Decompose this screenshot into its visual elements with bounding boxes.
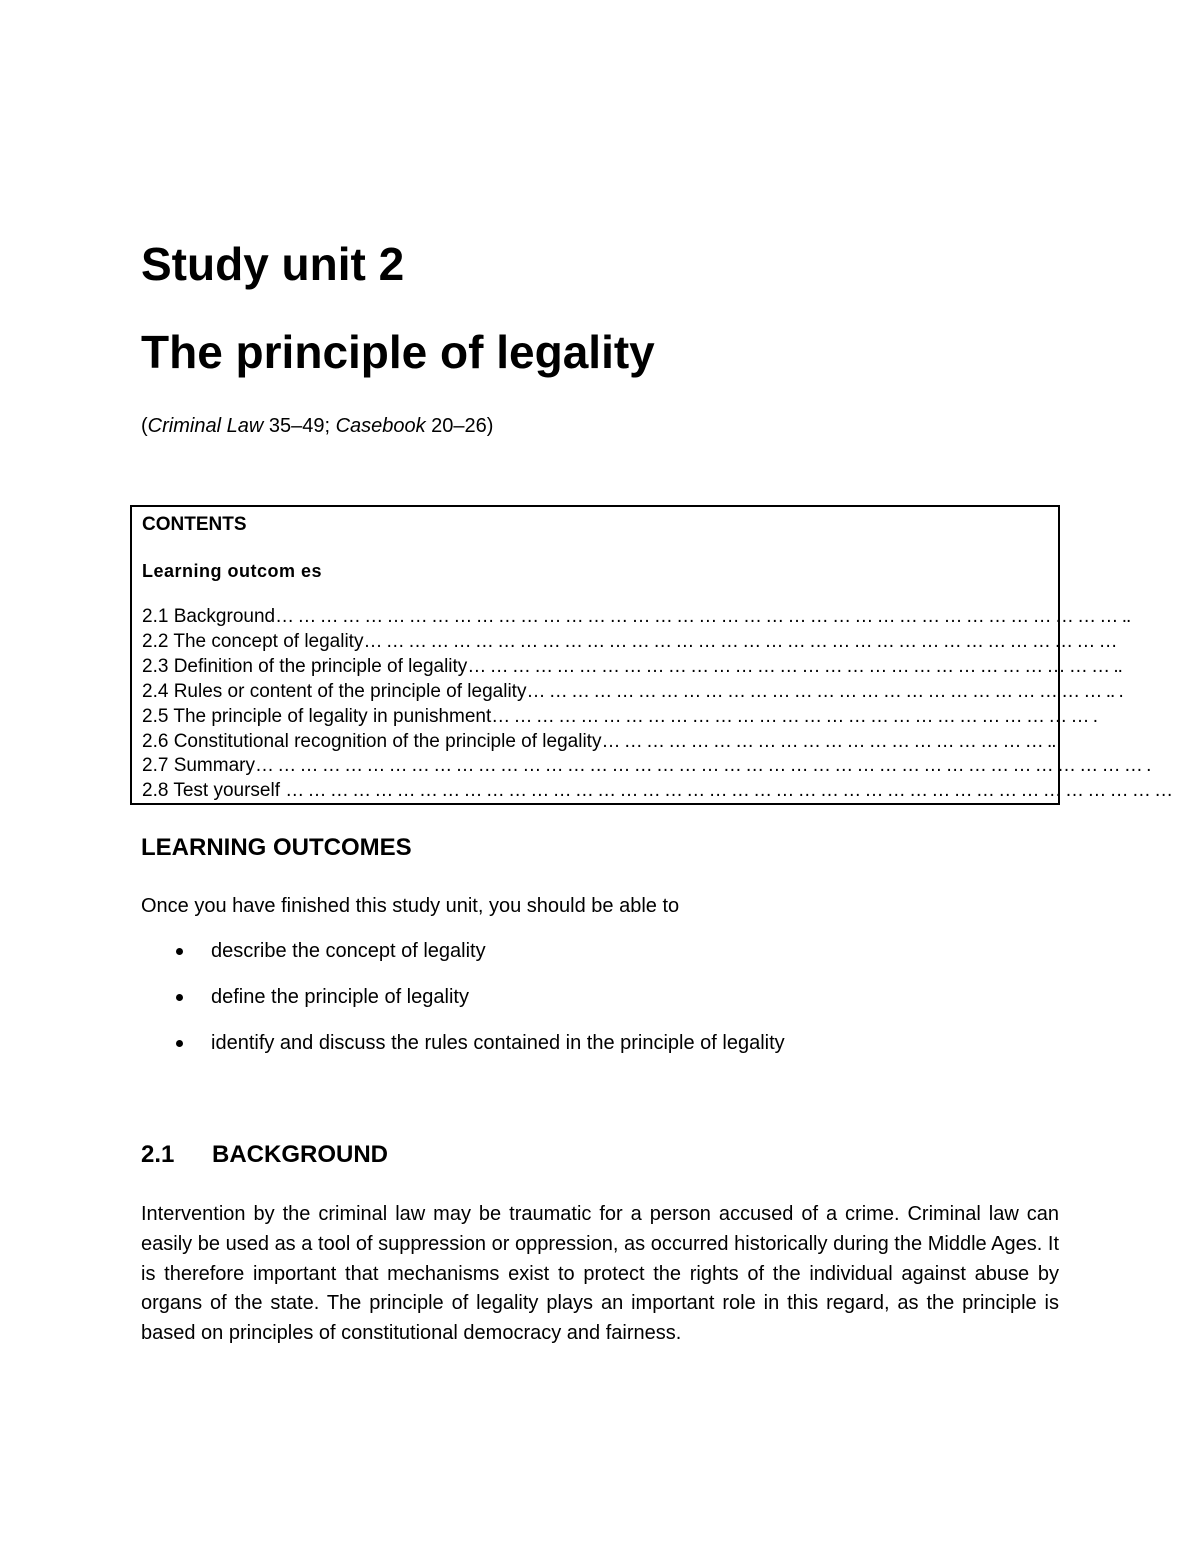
toc-item-leader: … … … … … … … … … … … … … … … … … … … … … … … … … … … … … .. [467,655,1122,677]
toc-item-leader: … … … … … … … … … … … … … … … … … … … … … … … … … … … … … … … … … … … … … … … … [285,780,1173,802]
list-item [141,1029,785,1075]
bullet-icon [176,948,183,955]
toc-item[interactable] [142,605,1131,630]
bullet-icon [176,1040,183,1047]
learning-outcomes-list [141,937,785,1075]
contents-heading: CONTENTS [142,514,247,535]
list-item [141,983,785,1029]
background-heading [141,1139,388,1171]
toc-item-leader: … … … … … … … … … … … … … … … … … … … … … … … … … … … … … … … … … … [363,630,1117,652]
refs-open: ( [141,415,148,437]
toc-item-leader: … … … … … … … … … … … … … … … … … … … … … … … … … … … … … … … … … … … … … … … … . [254,755,1151,777]
bullet-icon [176,994,183,1001]
learning-outcomes-intro: Once you have finished this study unit, you should be able to [141,895,680,917]
refs-pages-1: 35–49; [263,415,336,437]
contents-learning-outcomes-link[interactable]: Learning outcom es [142,561,323,581]
toc-item[interactable] [142,680,1123,705]
toc-item[interactable] [142,630,1117,655]
list-item-text: identify and discuss the rules contained in the principle of legality [211,1032,785,1054]
toc-item-label: 2.1 Background [142,606,276,627]
toc-item-label: 2.5 The principle of legality in punishment [142,705,492,727]
background-paragraph: Intervention by the criminal law may be traumatic for a person accused of a crime. Criminal law can easily be used as a tool of suppression or oppression, as occurred historically during the Middle Ages. It is therefore important that mechanisms exist to protect the rights of the individual against abuse by organs of the state. The principle of legality plays an important role in this regard, as the principle is based on principles of constitutional democracy and fairness. [141,1203,1059,1345]
toc-item[interactable] [142,754,1151,779]
toc-item-label: 2.6 Constitutional recognition of the principle of legality [142,730,602,752]
section-title: BACKGROUND [212,1141,388,1168]
toc-item-label: 2.7 Summary [142,755,255,777]
toc-item-label: 2.3 Definition of the principle of legality [142,655,468,677]
toc-item-leader: … … … … … … … … … … … … … … … … … … … … … … … … … … .. . [526,680,1123,702]
toc-item[interactable] [142,730,1056,755]
refs-pages-2: 20–26) [425,415,494,437]
study-unit-title: Study unit 2 [141,238,405,290]
toc-item-leader: … … … … … … … … … … … … … … … … … … … … … … … … … … … … … … … … … … … … … … .. [275,606,1131,627]
toc-item-leader: … … … … … … … … … … … … … … … … … … … … .. [601,730,1056,752]
toc-item[interactable] [142,655,1122,680]
list-item-text: describe the concept of legality [211,940,486,962]
toc-item[interactable] [142,705,1098,730]
toc-item-label: 2.8 Test yourself [142,780,286,802]
refs-book-casebook: Casebook [335,415,426,437]
toc-list [142,605,1173,804]
refs-book-criminal-law: Criminal Law [147,415,264,437]
toc-item-label: 2.4 Rules or content of the principle of legality [142,680,527,702]
toc-item-label: 2.2 The concept of legality [142,630,364,652]
list-item-text: define the principle of legality [211,986,469,1008]
learning-outcomes-heading: LEARNING OUTCOMES [141,834,412,861]
section-number: 2.1 [141,1141,175,1168]
toc-item[interactable] [142,779,1173,804]
list-item [141,937,785,983]
toc-item-leader: … … … … … … … … … … … … … … … … … … … … … … … … … … … . [491,705,1098,727]
page-title: The principle of legality [141,326,655,378]
reference-line [141,412,493,440]
contents-box [130,505,1173,805]
